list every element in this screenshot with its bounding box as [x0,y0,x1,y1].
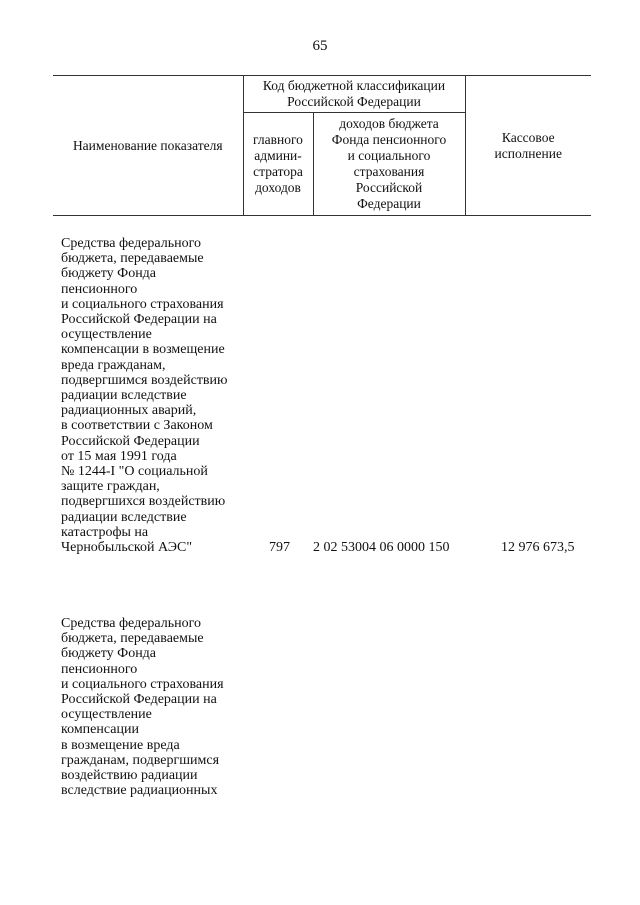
row-name-line: пенсионного [61,661,138,677]
row-name-line: от 15 мая 1991 года [61,448,177,464]
header-exec-line: исполнение [494,145,562,161]
row-name-line: бюджету Фонда [61,646,157,662]
admin-code: 797 [269,540,290,556]
table-row [61,616,601,798]
row-name-line: и социального страхования [61,676,224,692]
row-name-line: в возмещение вреда [61,737,180,753]
income-code: 2 02 53004 06 0000 150 [313,540,450,556]
row-name-line: Российской Федерации на [61,312,217,328]
row-name-line: вреда гражданам, [61,357,166,373]
header-income-column [313,113,465,216]
header-income-line: страхования [353,164,425,179]
header-income-line: Российской [355,180,423,195]
header-income-line: Федерации [357,196,421,211]
row-name-line: Средства федерального [61,236,201,251]
row-name-line: бюджету Фонда [61,266,157,282]
row-name-line: радиации вследствие [61,388,187,404]
row-name-line: и социального страхования [61,296,224,312]
row-name-line: бюджета, передаваемые [61,631,204,647]
row-name-line: катастрофы на [61,524,149,540]
row-name-line: в соответствии с Законом [61,418,213,434]
row-name-line: воздействию радиации [61,768,198,784]
row-name-line: защите граждан, [61,479,160,495]
row-name-line: Чернобыльской АЭС" [61,540,193,556]
header-code-group-line: Российской Федерации [287,94,421,109]
header-admin-line: админи- [254,148,302,163]
row-name [61,236,261,555]
header-admin-line: доходов [255,180,301,195]
header-execution-column [465,76,591,216]
row-name-line: бюджета, передаваемые [61,251,204,267]
amount: 12 976 673,5 [501,540,575,556]
header-income-line: доходов бюджета [339,116,439,131]
row-name-line: компенсации в возмещение [61,342,225,358]
row-name-line: радиации вследствие [61,509,187,525]
row-name-line: радиационных аварий, [61,403,197,419]
header-admin-line: главного [253,132,303,147]
table-header [53,75,591,216]
table-row [61,236,601,555]
header-income-line: и социального [347,148,431,163]
row-name-line: подвергшихся воздействию [61,494,226,510]
row-name [61,616,261,798]
header-code-group [243,76,465,113]
row-name-line: подвергшимся воздействию [61,372,228,388]
header-exec-line: Кассовое [501,129,555,145]
row-name-line: гражданам, подвергшимся [61,752,220,768]
row-name-line: № 1244-I "О социальной [61,464,208,480]
header-income-line: Фонда пенсионного [331,132,447,147]
row-name-line: Российской Федерации [61,433,200,449]
row-name-line: Российской Федерации на [61,692,217,708]
header-admin-line: стратора [253,164,303,179]
row-name-line: Средства федерального [61,616,201,631]
row-name-line: осуществление [61,707,152,723]
row-name-line: осуществление [61,327,152,343]
row-name-line: компенсации [61,722,139,738]
page-number: 65 [312,38,328,54]
header-admin-column [243,113,313,216]
row-name-line: вследствие радиационных [61,783,218,799]
header-code-group-line: Код бюджетной классификации [262,78,446,93]
header-name-column: Наименование показателя [53,76,243,216]
row-name-line: пенсионного [61,281,138,297]
